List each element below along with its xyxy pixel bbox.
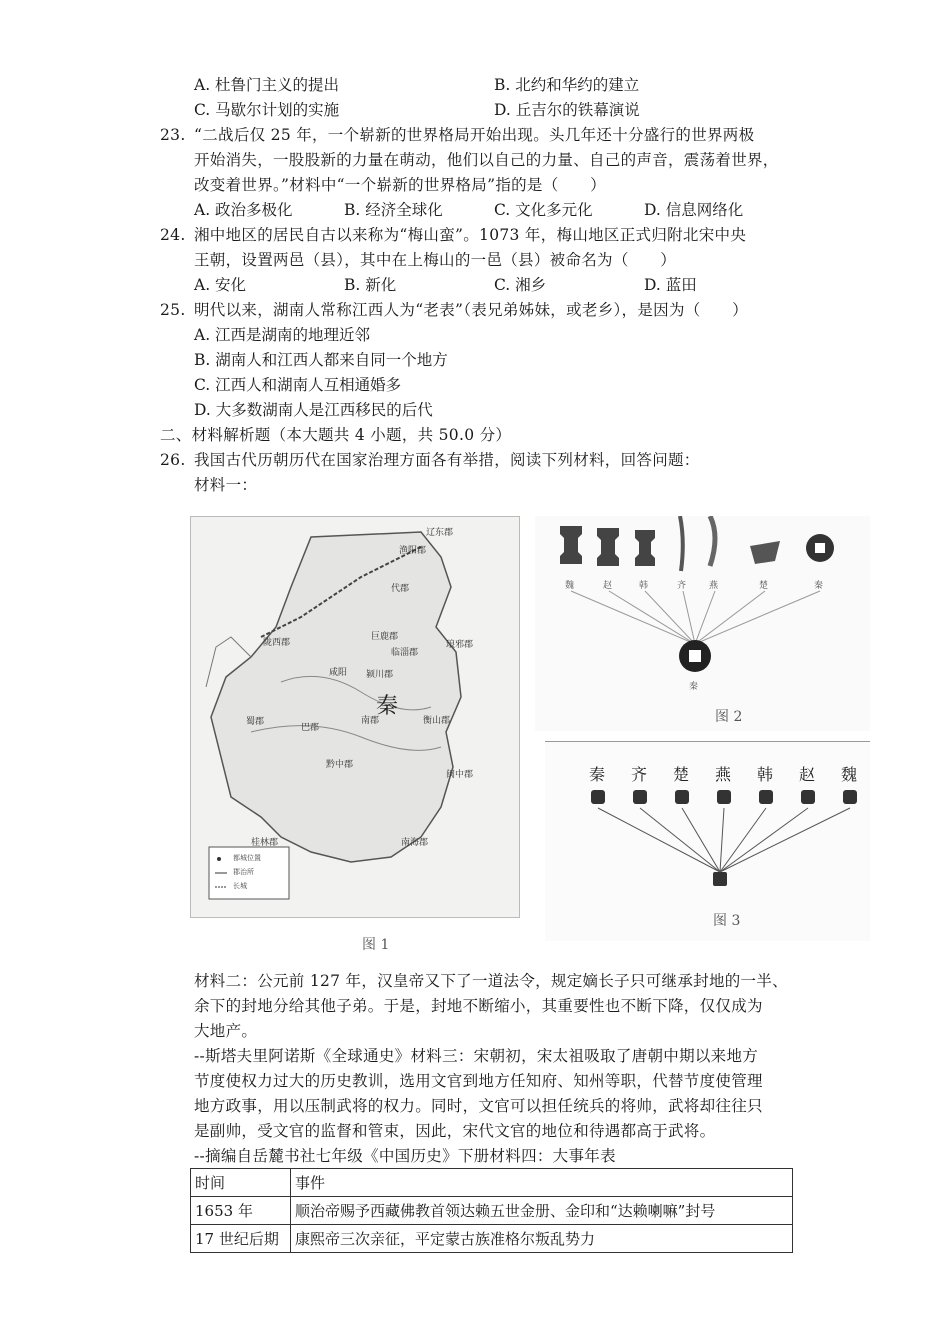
scripts-drawing: [545, 742, 870, 942]
table-header-cell: 事件: [291, 1169, 793, 1197]
material-1-figures: [190, 516, 870, 956]
q25-option-d: D. 大多数湖南人是江西移民的后代: [194, 401, 433, 419]
q22-option-a: A. 杜鲁门主义的提出: [194, 76, 340, 94]
material-3-line4: 是副帅，受文官的监督和管束，因此，宋代文官的地位和待遇都高于武将。: [194, 1122, 716, 1140]
material-2-line2: 余下的封地分给其他子弟。于是，封地不断缩小，其重要性也不断下降，仅仅成为: [194, 997, 763, 1015]
map-label: 蜀郡: [246, 717, 265, 727]
q25-number: 25.: [160, 301, 186, 319]
map-label: 咸阳: [329, 668, 348, 678]
material-3-line3: 地方政事，用以压制武将的权力。同时，文官可以担任统兵的将帅，武将却往往只: [194, 1097, 763, 1115]
q22-option-b: B. 北约和华约的建立: [494, 76, 640, 94]
q24-stem-line2: 王朝，设置两邑（县），其中在上梅山的一邑（县）被命名为（ ）: [194, 251, 677, 269]
map-label: 南郡: [361, 716, 380, 726]
coin-state-label: 齐: [677, 581, 687, 591]
section-heading: 二、材料解析题（本大题共 4 小题，共 50.0 分）: [160, 426, 512, 444]
map-label: 颍川郡: [366, 670, 394, 680]
table-header-row: [191, 1169, 793, 1197]
q24-stem-line1: 湘中地区的居民自古以来称为“梅山蛮”。1073 年，梅山地区正式归附北宋中央: [194, 226, 747, 244]
coin-state-label: 楚: [759, 581, 769, 591]
script-state-label: 秦: [589, 765, 606, 784]
map-label: 巨鹿郡: [371, 632, 399, 642]
q25-option-a: A. 江西是湖南的地理近邻: [194, 326, 371, 344]
map-center-label: 秦: [376, 694, 399, 719]
q22-option-c: C. 马歇尔计划的实施: [194, 101, 340, 119]
coin-state-label: 韩: [639, 581, 649, 591]
map-label: 陇西郡: [263, 638, 291, 648]
material-2-line3: 大地产。: [194, 1022, 258, 1040]
events-table: [190, 1168, 793, 1253]
q23-stem-line1: “二战后仅 25 年，一个崭新的世界格局开始出现。头几年还十分盛行的世界两极: [194, 126, 755, 144]
q24-option-b: B. 新化: [344, 276, 397, 294]
q25-stem: 明代以来，湖南人常称江西人为“老表”（表兄弟姊妹，或老乡），是因为（ ）: [194, 301, 748, 319]
coin-state-label: 赵: [603, 581, 613, 591]
coins-figure: [535, 516, 870, 731]
map-label: 桂林郡: [251, 838, 279, 848]
figure-3-caption: 图 3: [713, 913, 741, 929]
q26-number: 26.: [160, 451, 186, 469]
map-label: 辽东郡: [426, 528, 454, 538]
figure-2-caption: 图 2: [715, 709, 743, 725]
q25-option-c: C. 江西人和湖南人互相通婚多: [194, 376, 402, 394]
script-state-label: 楚: [673, 765, 690, 784]
map-label: 黔中郡: [326, 760, 354, 770]
script-state-label: 燕: [715, 765, 732, 784]
q26-intro: 我国古代历朝历代在国家治理方面各有举措，阅读下列材料，回答问题：: [194, 451, 700, 469]
figure-1-caption: 图 1: [362, 937, 390, 953]
table-cell-event: 康熙帝三次亲征，平定蒙古族准格尔叛乱势力: [291, 1225, 793, 1253]
map-label: 临淄郡: [391, 648, 419, 658]
q23-option-c: C. 文化多元化: [494, 201, 593, 219]
map-label: 巴郡: [301, 723, 320, 733]
material-2-line1: 材料二：公元前 127 年，汉皇帝又下了一道法令，规定嫡长子只可继承封地的一半、: [194, 972, 788, 990]
q23-option-d: D. 信息网络化: [644, 201, 744, 219]
coin-state-label: 秦: [814, 581, 824, 591]
script-state-label: 魏: [841, 765, 858, 784]
map-label: 闽中郡: [446, 770, 474, 780]
q24-option-c: C. 湘乡: [494, 276, 547, 294]
map-label: 渔阳郡: [399, 546, 427, 556]
script-state-label: 赵: [799, 765, 816, 784]
map-legend: [233, 851, 261, 893]
q23-option-b: B. 经济全球化: [344, 201, 443, 219]
material-1-label: 材料一：: [194, 476, 258, 494]
legend-item: 都城位置: [233, 854, 261, 862]
table-cell-event: 顺治帝赐予西藏佛教首领达赖五世金册、金印和“达赖喇嘛”封号: [291, 1197, 793, 1225]
unified-coin-label: 秦: [689, 682, 699, 692]
q24-option-d: D. 蓝田: [644, 276, 697, 294]
script-state-label: 韩: [757, 765, 774, 784]
material-3-line2: 节度使权力过大的历史教训，选用文官到地方任知府、知州等职，代替节度使管理: [194, 1072, 763, 1090]
q23-option-a: A. 政治多极化: [194, 201, 293, 219]
legend-item: 长城: [233, 882, 247, 890]
q24-option-a: A. 安化: [194, 276, 247, 294]
map-label: 南海郡: [401, 838, 429, 848]
material-3-line1: --斯塔夫里阿诺斯《全球通史》材料三：宋朝初，宋太祖吸取了唐朝中期以来地方: [194, 1047, 759, 1065]
q24-number: 24.: [160, 226, 186, 244]
table-header-cell: 时间: [191, 1169, 291, 1197]
q23-stem-line2: 开始消失，一股股新的力量在萌动，他们以自己的力量、自己的声音，震荡着世界，: [194, 151, 779, 169]
table-cell-time: 17 世纪后期: [191, 1225, 291, 1253]
q22-option-d: D. 丘吉尔的铁幕演说: [494, 101, 640, 119]
coins-drawing: [535, 516, 870, 731]
q23-stem-line3: 改变着世界。”材料中“一个崭新的世界格局”指的是（ ）: [194, 176, 606, 194]
q25-option-b: B. 湖南人和江西人都来自同一个地方: [194, 351, 448, 369]
map-label: 衡山郡: [423, 716, 451, 726]
table-row: [191, 1225, 793, 1253]
qin-map: [190, 516, 520, 918]
material-3-line5: --摘编自岳麓书社七年级《中国历史》下册材料四：大事年表: [194, 1147, 616, 1165]
coin-state-label: 魏: [565, 581, 575, 591]
map-label: 代郡: [391, 584, 410, 594]
table-cell-time: 1653 年: [191, 1197, 291, 1225]
scripts-figure: [545, 741, 870, 941]
map-label: 琅邪郡: [446, 640, 474, 650]
coin-state-label: 燕: [709, 581, 719, 591]
table-row: [191, 1197, 793, 1225]
q23-number: 23.: [160, 126, 186, 144]
legend-item: 郡治所: [233, 868, 254, 876]
script-state-label: 齐: [631, 765, 648, 784]
